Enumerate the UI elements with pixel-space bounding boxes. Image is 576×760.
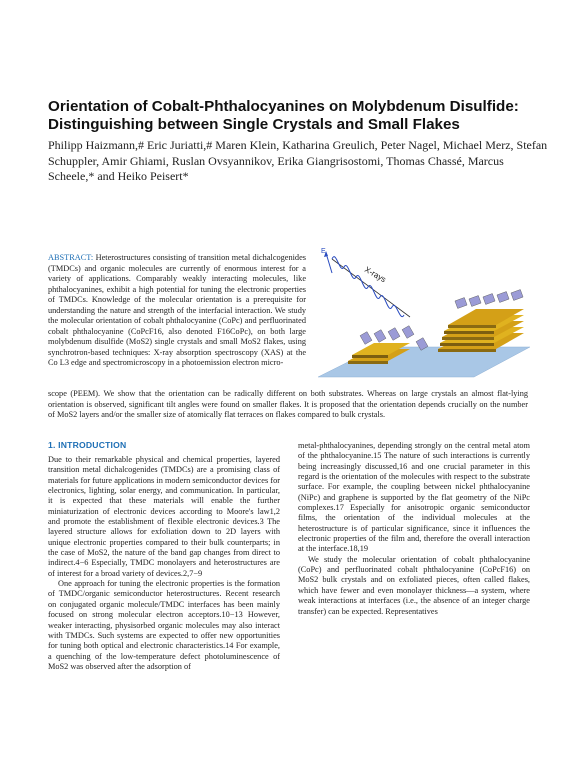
abstract-text-part1: Heterostructures consisting of transition metal dichalcogenides (TMDCs) and organic molecules are currently of enormous interest for a variety of applications. Comparably weakly interacting molecules, like phthalocyanines, exhibit a high potential for tuning the electronic properties of TMDCs. Knowledge of the molecular orientation is a prerequisite for understanding the nature and strength of the interfacial interaction. We study the molecular orientation of cobalt phthalocyanine (CoPc) and perfluorinated cobalt phthalocyanine (CoPcF16, also denoted F16CoPc), on both large molybdenum disulfide (MoS2) single crystals and small MoS2 flakes, using synchrotron-based techniques: X-ray absorption spectroscopy (XAS) at the Co L3 edge and spectromicroscopy in a photoemission electron micro- [48,253,306,367]
abstract-label: ABSTRACT: [48,253,94,262]
abstract-continued: scope (PEEM). We show that the orientation can be radically different on both substrates. Whereas on large crystals an almost flat-lying orientation is observed, significant tilt angles were found on smaller flakes. It is proposed that the orientation depends crucially on the number of MoS2 layers and/or the smaller size of atomically flat terraces on flakes compared to bulk crystals. [48,389,528,419]
section-heading-introduction: 1. INTRODUCTION [48,440,127,450]
right-column-paragraph-1: metal-phthalocyanines, depending strongly on the central metal atom of the phthalocyanine.15 The nature of such interactions is currently being increasingly discussed,16 and one crucial parameter in this regard is the orientation of the molecules with respect to the substrate surface. For example, the coupling between nickel phthalocyanine (NiPc) and graphene is supported by the flat geometry of the NiPc complexes.17 Especially for anisotropic organic semiconductor films, the orientation of the individual molecules at the heterostructure is of particular significance, since it influences the electronic properties of the film and, therefore the overall interaction at the interface.18,19 [298,441,530,554]
right-column-paragraph-2: We study the molecular orientation of cobalt phthalocyanine (CoPc) and perfluorinated cobalt phthalocyanine (CoPcF16) on MoS2 bulk crystals and on exfoliated pieces, often called flakes, which have fewer and even monolayer thickness—a system, where weak interactions at interfaces (i.e., the absence of an integer charge transfer) can be expected. Representatives [298,554,530,616]
abstract [48,253,306,369]
left-column-paragraph-1: Due to their remarkable physical and chemical properties, layered transition metal dichalcogenides (TMDCs) are a promising class of materials for future applications in modern semiconductor devices for electronics, lighting, solar energy, and communication. In particular, it is expected that these materials will enable the further miniaturization of electronic devices according to Moore's law1,2 and promote the establishment of flexible electronic devices.3 The layered structure allows for exfoliation down to 2D layers with unique electronic properties compared to their bulk counterparts; in the case of MoS2, the nature of the band gap changes from direct to indirect.4−6 Especially, TMDC monolayers and heterostructures are of interest for a broad variety of devices.2,7−9 [48,455,280,578]
paper-title: Orientation of Cobalt-Phthalocyanines on Molybdenum Disulfide: Distinguishing between Single Crystals and Small Flakes [48,98,519,133]
right-column [298,441,530,617]
e-field-label: E [321,248,326,255]
left-column [48,455,280,672]
mos2-flake-stack [438,309,524,352]
toc-graphic-svg [318,245,530,385]
author-list: Philipp Haizmann,# Eric Juriatti,# Maren Klein, Katharina Greulich, Peter Nagel, Michael Merz, Stefan Schuppler, Amir Ghiami, Ruslan Ovsyannikov, Erika Giangrisostomi, Thomas Chassé, Marcus Scheele,* and Heiko Peisert* [48,138,548,184]
xrays-label: X-rays [363,264,388,285]
toc-graphic [318,245,530,385]
left-column-paragraph-2: One approach for tuning the electronic properties is the formation of TMDC/organic semiconductor heterostructures. Recent research on conjugated organic molecule/TMDC interfaces has been mainly focused on strong molecular electron acceptors.10−13 However, weaker interacting, physisorbed organic molecules may also interact with TMDCs. Such systems are expected to offer new opportunities for tuning both optical and electronic characteristics.14 For example, a quenching of the low-temperature defect photoluminescence of MoS2 was observed after the adsorption of [48,579,280,671]
